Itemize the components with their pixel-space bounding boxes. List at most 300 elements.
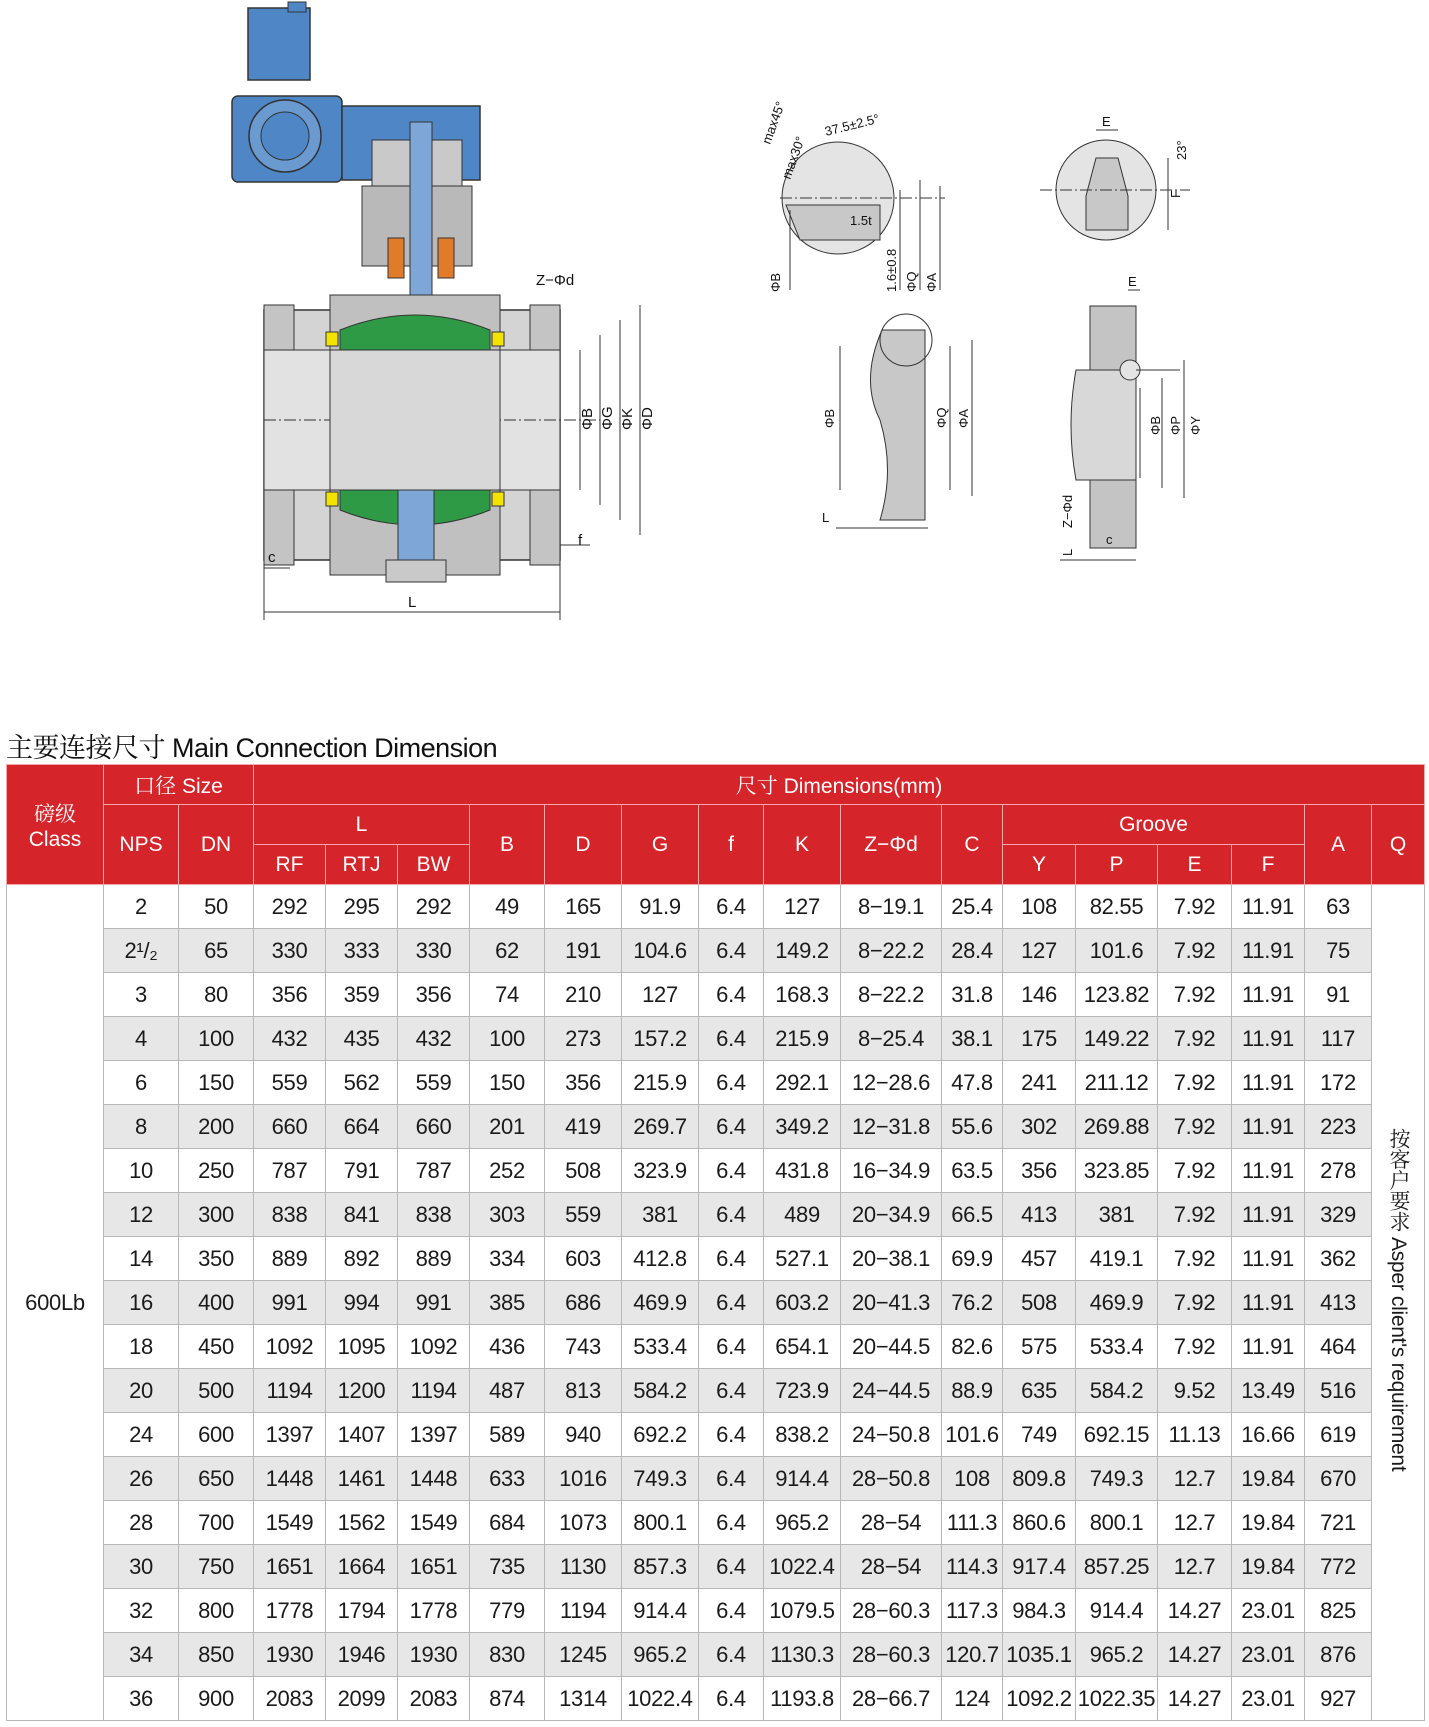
q-cell [1372, 885, 1425, 1721]
bw-phi-a-label: ΦA [956, 408, 971, 428]
table-cell: 10 [104, 1149, 179, 1193]
flange-e-label: E [1128, 274, 1137, 289]
table-cell: 28−50.8 [841, 1457, 942, 1501]
table-cell: 600 [179, 1413, 254, 1457]
phi-g-label: ΦG [599, 406, 616, 430]
table-cell: 55.6 [942, 1105, 1003, 1149]
table-cell: 215.9 [764, 1017, 841, 1061]
table-cell: 838.2 [764, 1413, 841, 1457]
table-cell: 1448 [398, 1457, 470, 1501]
table-row [7, 1061, 1425, 1105]
table-cell: 419 [545, 1105, 622, 1149]
table-cell: 6.4 [699, 1281, 764, 1325]
table-row [7, 1501, 1425, 1545]
table-cell: 2083 [254, 1677, 326, 1721]
table-cell: 11.91 [1232, 1149, 1305, 1193]
valve-cross-section [232, 2, 656, 620]
table-cell: 26 [104, 1457, 179, 1501]
table-cell: 6.4 [699, 1589, 764, 1633]
table-cell: 1314 [545, 1677, 622, 1721]
table-cell: 791 [326, 1149, 398, 1193]
table-cell: 11.91 [1232, 1017, 1305, 1061]
table-cell: 11.91 [1232, 973, 1305, 1017]
table-cell: 1022.35 [1076, 1677, 1158, 1721]
table-cell: 1549 [398, 1501, 470, 1545]
header-q: Q [1372, 805, 1425, 885]
table-cell: 7.92 [1158, 885, 1232, 929]
table-cell: 101.6 [942, 1413, 1003, 1457]
rtj-phi-b-label: ΦB [768, 272, 783, 292]
header-rf: RF [254, 845, 326, 885]
table-cell: 8−22.2 [841, 929, 942, 973]
table-cell: 63 [1305, 885, 1372, 929]
table-cell: 7.92 [1158, 1193, 1232, 1237]
phi-d-label: ΦD [639, 407, 656, 430]
table-cell: 991 [398, 1281, 470, 1325]
table-cell: 7.92 [1158, 1105, 1232, 1149]
table-row [7, 973, 1425, 1017]
table-cell: 8 [104, 1105, 179, 1149]
table-cell: 11.91 [1232, 1325, 1305, 1369]
table-cell: 241 [1003, 1061, 1076, 1105]
class-cell: 600Lb [7, 885, 104, 1721]
table-cell: 7.92 [1158, 973, 1232, 1017]
table-cell: 749.3 [1076, 1457, 1158, 1501]
table-cell: 927 [1305, 1677, 1372, 1721]
table-cell: 250 [179, 1149, 254, 1193]
table-cell: 857.3 [622, 1545, 699, 1589]
table-cell: 857.25 [1076, 1545, 1158, 1589]
table-row [7, 1413, 1425, 1457]
table-cell: 700 [179, 1501, 254, 1545]
table-cell: 850 [179, 1633, 254, 1677]
table-cell: 6.4 [699, 1061, 764, 1105]
table-cell: 7.92 [1158, 1149, 1232, 1193]
table-cell: 124 [942, 1677, 1003, 1721]
table-cell: 300 [179, 1193, 254, 1237]
groove-angle-label: 23° [1174, 140, 1189, 160]
table-cell: 149.22 [1076, 1017, 1158, 1061]
table-cell: 76.2 [942, 1281, 1003, 1325]
table-cell: 356 [1003, 1149, 1076, 1193]
table-cell: 16 [104, 1281, 179, 1325]
table-row [7, 1589, 1425, 1633]
table-cell: 4 [104, 1017, 179, 1061]
table-cell: 914.4 [764, 1457, 841, 1501]
table-cell: 108 [1003, 885, 1076, 929]
table-cell: 292 [398, 885, 470, 929]
table-cell: 168.3 [764, 973, 841, 1017]
table-cell: 69.9 [942, 1237, 1003, 1281]
table-cell: 24−50.8 [841, 1413, 942, 1457]
table-cell: 1461 [326, 1457, 398, 1501]
table-cell: 82.55 [1076, 885, 1158, 929]
table-cell: 940 [545, 1413, 622, 1457]
table-cell: 334 [470, 1237, 545, 1281]
table-cell: 350 [179, 1237, 254, 1281]
table-cell: 1092.2 [1003, 1677, 1076, 1721]
table-cell: 965.2 [622, 1633, 699, 1677]
table-cell: 50 [179, 885, 254, 929]
flange-phi-y-label: ΦY [1188, 415, 1203, 435]
table-cell: 991 [254, 1281, 326, 1325]
table-cell: 1794 [326, 1589, 398, 1633]
table-cell: 1130.3 [764, 1633, 841, 1677]
table-cell: 6.4 [699, 929, 764, 973]
table-cell: 11.91 [1232, 1105, 1305, 1149]
flange-phi-p-label: ΦP [1168, 415, 1183, 435]
table-cell: 7.92 [1158, 1017, 1232, 1061]
table-cell: 111.3 [942, 1501, 1003, 1545]
table-cell: 157.2 [622, 1017, 699, 1061]
table-cell: 432 [398, 1017, 470, 1061]
table-cell: 12−28.6 [841, 1061, 942, 1105]
table-cell: 150 [470, 1061, 545, 1105]
table-cell: 28 [104, 1501, 179, 1545]
table-cell: 1194 [254, 1369, 326, 1413]
table-cell: 36 [104, 1677, 179, 1721]
groove-detail [1040, 114, 1190, 240]
c-label: c [268, 549, 276, 566]
table-row [7, 1633, 1425, 1677]
table-row [7, 1237, 1425, 1281]
table-cell: 7.92 [1158, 1061, 1232, 1105]
table-cell: 892 [326, 1237, 398, 1281]
table-cell: 841 [326, 1193, 398, 1237]
table-cell: 562 [326, 1061, 398, 1105]
table-row [7, 1325, 1425, 1369]
table-cell: 1022.4 [764, 1545, 841, 1589]
table-cell: 6.4 [699, 973, 764, 1017]
table-cell: 635 [1003, 1369, 1076, 1413]
bw-l-label: L [822, 510, 830, 525]
table-cell: 14.27 [1158, 1633, 1232, 1677]
table-cell: 66.5 [942, 1193, 1003, 1237]
table-cell: 34 [104, 1633, 179, 1677]
table-cell: 772 [1305, 1545, 1372, 1589]
table-cell: 356 [545, 1061, 622, 1105]
table-cell: 23.01 [1232, 1677, 1305, 1721]
table-cell: 2083 [398, 1677, 470, 1721]
table-cell: 19.84 [1232, 1457, 1305, 1501]
table-cell: 18 [104, 1325, 179, 1369]
table-cell: 7.92 [1158, 1237, 1232, 1281]
table-row [7, 1369, 1425, 1413]
table-cell: 200 [179, 1105, 254, 1149]
table-cell: 8−19.1 [841, 885, 942, 929]
table-cell: 123.82 [1076, 973, 1158, 1017]
table-cell: 74 [470, 973, 545, 1017]
header-e: E [1158, 845, 1232, 885]
table-cell: 191 [545, 929, 622, 973]
tol-label: 1.6±0.8 [884, 248, 899, 292]
table-cell: 252 [470, 1149, 545, 1193]
table-cell: 1022.4 [622, 1677, 699, 1721]
header-y: Y [1003, 845, 1076, 885]
header-k: K [764, 805, 841, 885]
table-cell: 30 [104, 1545, 179, 1589]
table-cell: 333 [326, 929, 398, 973]
flange-c-label: c [1106, 532, 1113, 547]
flange-z-phi-d-label: Z−Φd [1060, 494, 1075, 528]
table-cell: 787 [254, 1149, 326, 1193]
table-cell: 750 [179, 1545, 254, 1589]
table-cell: 654.1 [764, 1325, 841, 1369]
table-cell: 749 [1003, 1413, 1076, 1457]
table-cell: 860.6 [1003, 1501, 1076, 1545]
table-cell: 2099 [326, 1677, 398, 1721]
bw-phi-q-label: ΦQ [934, 407, 949, 428]
table-cell: 349.2 [764, 1105, 841, 1149]
table-cell: 800.1 [622, 1501, 699, 1545]
table-cell: 172 [1305, 1061, 1372, 1105]
table-cell: 527.1 [764, 1237, 841, 1281]
table-row [7, 1193, 1425, 1237]
table-cell: 6.4 [699, 1237, 764, 1281]
table-cell: 88.9 [942, 1369, 1003, 1413]
table-cell: 117 [1305, 1017, 1372, 1061]
table-cell: 735 [470, 1545, 545, 1589]
table-cell: 809.8 [1003, 1457, 1076, 1501]
table-cell: 104.6 [622, 929, 699, 973]
table-cell: 381 [1076, 1193, 1158, 1237]
table-cell: 1549 [254, 1501, 326, 1545]
table-cell: 14.27 [1158, 1677, 1232, 1721]
table-cell: 75 [1305, 929, 1372, 973]
table-cell: 800.1 [1076, 1501, 1158, 1545]
table-cell: 464 [1305, 1325, 1372, 1369]
table-cell: 127 [1003, 929, 1076, 973]
table-cell: 149.2 [764, 929, 841, 973]
phi-k-label: ΦK [619, 408, 636, 430]
table-cell: 619 [1305, 1413, 1372, 1457]
table-cell: 1194 [398, 1369, 470, 1413]
max30-label: max30° [778, 134, 808, 182]
table-cell: 120.7 [942, 1633, 1003, 1677]
table-cell: 419.1 [1076, 1237, 1158, 1281]
table-cell: 356 [254, 973, 326, 1017]
table-cell: 11.91 [1232, 929, 1305, 973]
table-cell: 292 [254, 885, 326, 929]
table-cell: 413 [1003, 1193, 1076, 1237]
table-cell: 12.7 [1158, 1545, 1232, 1589]
table-cell: 889 [254, 1237, 326, 1281]
f-label: f [578, 532, 583, 549]
table-cell: 436 [470, 1325, 545, 1369]
header-g: G [622, 805, 699, 885]
table-cell: 664 [326, 1105, 398, 1149]
table-cell: 965.2 [764, 1501, 841, 1545]
table-cell: 660 [398, 1105, 470, 1149]
table-cell: 7.92 [1158, 929, 1232, 973]
table-cell: 8−22.2 [841, 973, 942, 1017]
table-cell: 1930 [398, 1633, 470, 1677]
header-size: 口径 Size [104, 765, 254, 805]
table-cell: 127 [622, 973, 699, 1017]
table-cell: 1407 [326, 1413, 398, 1457]
table-cell: 31.8 [942, 973, 1003, 1017]
table-cell: 323.9 [622, 1149, 699, 1193]
table-cell: 362 [1305, 1237, 1372, 1281]
table-cell: 9.52 [1158, 1369, 1232, 1413]
z-phi-d-label: Z−Φd [536, 272, 575, 289]
groove-f-label: F [1168, 190, 1183, 198]
table-cell: 28−54 [841, 1501, 942, 1545]
table-cell: 1245 [545, 1633, 622, 1677]
table-cell: 12 [104, 1193, 179, 1237]
table-cell: 914.4 [622, 1589, 699, 1633]
table-cell: 825 [1305, 1589, 1372, 1633]
table-cell: 273 [545, 1017, 622, 1061]
table-row [7, 1105, 1425, 1149]
header-dn: DN [179, 805, 254, 885]
table-cell: 28−54 [841, 1545, 942, 1589]
table-cell: 749.3 [622, 1457, 699, 1501]
table-cell: 356 [398, 973, 470, 1017]
table-cell: 16−34.9 [841, 1149, 942, 1193]
table-cell: 435 [326, 1017, 398, 1061]
table-cell: 813 [545, 1369, 622, 1413]
header-p: P [1076, 845, 1158, 885]
table-cell: 32 [104, 1589, 179, 1633]
table-cell: 487 [470, 1369, 545, 1413]
table-cell: 101.6 [1076, 929, 1158, 973]
header-class-en: Class [28, 827, 82, 851]
table-cell: 13.49 [1232, 1369, 1305, 1413]
table-cell: 779 [470, 1589, 545, 1633]
rtj-phi-a-label: ΦA [924, 272, 939, 292]
phi-b-label: ΦB [579, 408, 596, 430]
table-cell: 1073 [545, 1501, 622, 1545]
table-cell: 47.8 [942, 1061, 1003, 1105]
table-cell: 6.4 [699, 1369, 764, 1413]
table-cell: 211.12 [1076, 1061, 1158, 1105]
table-cell: 589 [470, 1413, 545, 1457]
table-cell: 1664 [326, 1545, 398, 1589]
table-cell: 108 [942, 1457, 1003, 1501]
table-cell: 24 [104, 1413, 179, 1457]
bw-end-detail [822, 314, 972, 528]
table-cell: 19.84 [1232, 1545, 1305, 1589]
table-cell: 889 [398, 1237, 470, 1281]
table-row [7, 1457, 1425, 1501]
header-l: L [254, 805, 470, 845]
table-cell: 91 [1305, 973, 1372, 1017]
table-cell: 6.4 [699, 1457, 764, 1501]
table-cell: 1397 [398, 1413, 470, 1457]
max45-label: max45° [758, 99, 788, 147]
table-cell: 12.7 [1158, 1457, 1232, 1501]
table-cell: 302 [1003, 1105, 1076, 1149]
table-cell: 14 [104, 1237, 179, 1281]
table-cell: 1016 [545, 1457, 622, 1501]
table-row [7, 1149, 1425, 1193]
table-cell: 1651 [398, 1545, 470, 1589]
flange-phi-b-label: ΦB [1148, 415, 1163, 435]
header-groove: Groove [1003, 805, 1305, 845]
table-cell: 684 [470, 1501, 545, 1545]
table-cell: 28−60.3 [841, 1589, 942, 1633]
table-cell: 1562 [326, 1501, 398, 1545]
header-dimensions: 尺寸 Dimensions(mm) [254, 765, 1425, 805]
table-cell: 575 [1003, 1325, 1076, 1369]
table-cell: 692.15 [1076, 1413, 1158, 1457]
table-cell: 6.4 [699, 1017, 764, 1061]
table-cell: 269.7 [622, 1105, 699, 1149]
table-cell: 516 [1305, 1369, 1372, 1413]
table-cell: 1200 [326, 1369, 398, 1413]
header-b: B [470, 805, 545, 885]
table-cell: 800 [179, 1589, 254, 1633]
table-row [7, 1677, 1425, 1721]
table-cell: 1095 [326, 1325, 398, 1369]
table-cell: 533.4 [622, 1325, 699, 1369]
table-cell: 7.92 [1158, 1281, 1232, 1325]
table-cell: 82.6 [942, 1325, 1003, 1369]
table-cell: 117.3 [942, 1589, 1003, 1633]
table-cell: 994 [326, 1281, 398, 1325]
table-cell: 838 [398, 1193, 470, 1237]
table-cell: 965.2 [1076, 1633, 1158, 1677]
table-cell: 838 [254, 1193, 326, 1237]
table-cell: 6 [104, 1061, 179, 1105]
header-bw: BW [398, 845, 470, 885]
flange-l-label: L [1060, 548, 1075, 556]
table-cell: 692.2 [622, 1413, 699, 1457]
table-cell: 2 [104, 885, 179, 929]
table-cell: 1778 [398, 1589, 470, 1633]
header-nps: NPS [104, 805, 179, 885]
table-cell: 20−38.1 [841, 1237, 942, 1281]
table-cell: 91.9 [622, 885, 699, 929]
main-connection-dimension-table [6, 764, 1425, 1721]
table-cell: 3 [104, 973, 179, 1017]
table-cell: 359 [326, 973, 398, 1017]
table-cell: 984.3 [1003, 1589, 1076, 1633]
table-cell: 431.8 [764, 1149, 841, 1193]
table-cell: 80 [179, 973, 254, 1017]
table-row [7, 1545, 1425, 1589]
table-cell: 323.85 [1076, 1149, 1158, 1193]
table-cell: 49 [470, 885, 545, 929]
table-cell: 6.4 [699, 1633, 764, 1677]
table-cell: 500 [179, 1369, 254, 1413]
groove-e-label: E [1102, 114, 1111, 129]
table-cell: 114.3 [942, 1545, 1003, 1589]
header-c: C [942, 805, 1003, 885]
table-cell: 23.01 [1232, 1633, 1305, 1677]
table-cell: 2¹/₂ [104, 929, 179, 973]
table-cell: 469.9 [1076, 1281, 1158, 1325]
table-cell: 469.9 [622, 1281, 699, 1325]
table-cell: 6.4 [699, 885, 764, 929]
table-cell: 11.13 [1158, 1413, 1232, 1457]
table-cell: 292.1 [764, 1061, 841, 1105]
table-cell: 900 [179, 1677, 254, 1721]
table-cell: 6.4 [699, 1677, 764, 1721]
table-cell: 1778 [254, 1589, 326, 1633]
table-cell: 330 [254, 929, 326, 973]
t15-label: 1.5t [850, 213, 872, 228]
table-cell: 20−44.5 [841, 1325, 942, 1369]
technical-drawing [0, 0, 1429, 700]
table-cell: 20 [104, 1369, 179, 1413]
table-cell: 175 [1003, 1017, 1076, 1061]
table-cell: 584.2 [622, 1369, 699, 1413]
rtj-groove-detail [759, 99, 945, 292]
table-cell: 432 [254, 1017, 326, 1061]
table-cell: 787 [398, 1149, 470, 1193]
